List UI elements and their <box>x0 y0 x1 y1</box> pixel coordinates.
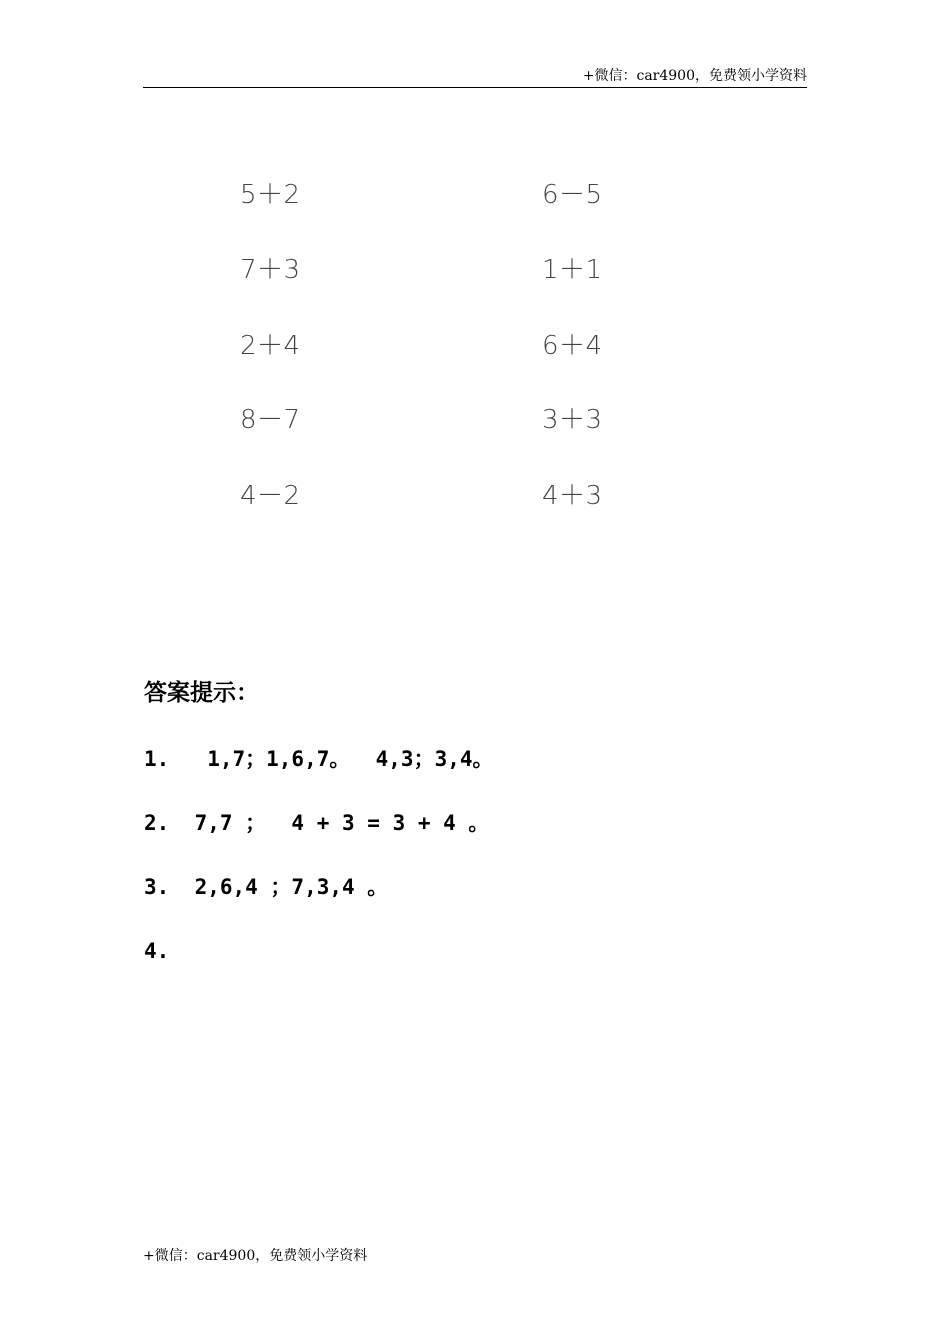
answer-line-4: 4. <box>144 939 170 963</box>
answer-line-2: 2. 7,7 ； 4 + 3 = 3 + 4 。 <box>144 811 490 835</box>
header-text: +微信：car4900，免费领小学资料 <box>582 68 807 84</box>
answer-line-1: 1. 1,7；1,6,7。 4,3；3,4。 <box>144 747 494 771</box>
exercise-left-3: 2＋4 <box>240 331 301 361</box>
exercise-left-1: 5＋2 <box>240 180 301 210</box>
exercise-right-1: 6－5 <box>542 180 603 210</box>
answers-title: 答案提示： <box>144 680 259 706</box>
exercise-right-2: 1＋1 <box>542 255 603 285</box>
exercise-right-4: 3＋3 <box>542 405 603 435</box>
exercise-left-5: 4－2 <box>240 481 301 511</box>
footer-text: +微信：car4900，免费领小学资料 <box>143 1248 368 1264</box>
header-rule <box>143 87 807 88</box>
exercise-right-3: 6＋4 <box>542 331 603 361</box>
exercise-left-4: 8－7 <box>240 405 301 435</box>
exercise-left-2: 7＋3 <box>240 255 301 285</box>
exercise-right-5: 4＋3 <box>542 481 603 511</box>
answer-line-3: 3. 2,6,4 ；7,3,4 。 <box>144 875 389 899</box>
